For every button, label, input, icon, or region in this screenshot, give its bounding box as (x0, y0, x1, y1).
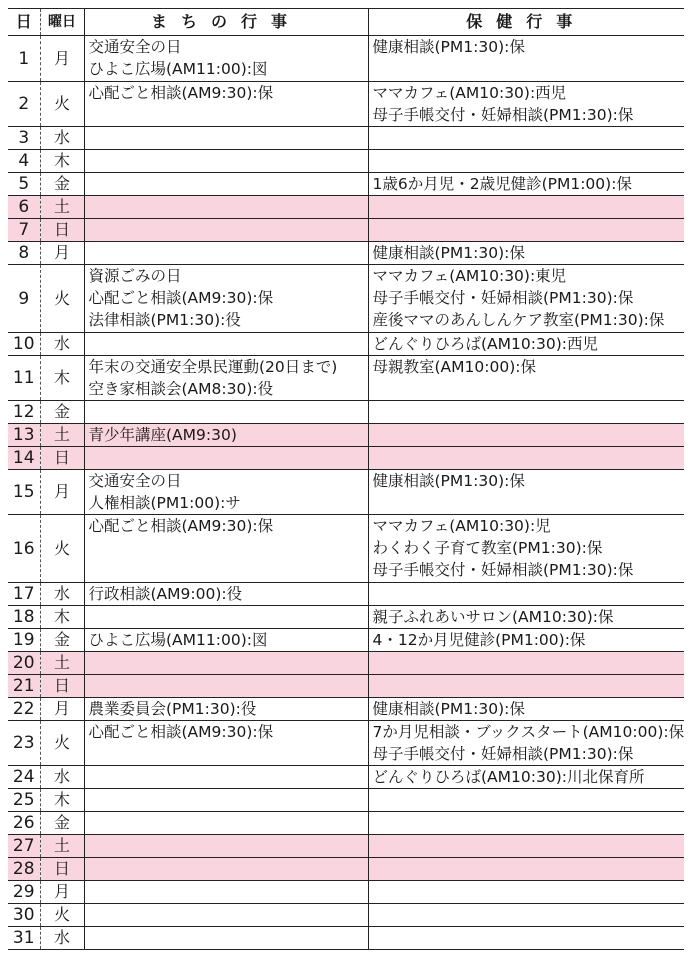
day-row (8, 858, 684, 881)
town-events-cell (84, 881, 368, 904)
health-events-cell (368, 242, 684, 265)
health-events-cell (368, 927, 684, 950)
weekday-label: 木 (40, 789, 84, 812)
day-number: 10 (12, 334, 35, 354)
health-events-cell (368, 675, 684, 698)
day-number: 4 (18, 151, 30, 171)
town-events-cell (84, 858, 368, 881)
calendar-body (8, 36, 684, 950)
health-event: 1歳6か月児・2歳児健診(PM1:00):保 (372, 175, 632, 193)
day-row (8, 173, 684, 196)
day-number: 26 (12, 813, 35, 833)
day-number: 19 (12, 630, 35, 650)
day-number: 24 (12, 767, 35, 787)
health-events-cell (368, 356, 684, 401)
weekday-label: 土 (40, 424, 84, 447)
day-number: 13 (12, 425, 35, 445)
weekday-label: 月 (40, 881, 84, 904)
health-event: ママカフェ(AM10:30):東児 (372, 267, 567, 285)
town-events-cell (84, 606, 368, 629)
day-row (8, 881, 684, 904)
town-events-cell (84, 219, 368, 242)
town-events-cell (84, 401, 368, 424)
town-event: ひよこ広場(AM11:00):図 (88, 60, 268, 78)
weekday-label: 月 (40, 36, 84, 82)
health-events-cell (368, 698, 684, 721)
town-event: 農業委員会(PM1:30):役 (88, 700, 257, 718)
day-row (8, 219, 684, 242)
town-event: 交通安全の日 (88, 38, 182, 56)
town-event: 法律相談(PM1:30):役 (88, 311, 241, 329)
day-number: 27 (12, 836, 35, 856)
health-events-cell (368, 424, 684, 447)
day-row (8, 789, 684, 812)
day-row (8, 150, 684, 173)
weekday-label: 木 (40, 356, 84, 401)
weekday-label: 土 (40, 652, 84, 675)
day-row (8, 904, 684, 927)
health-events-cell (368, 150, 684, 173)
weekday-label: 土 (40, 196, 84, 219)
town-event: 交通安全の日 (88, 472, 182, 490)
town-event: 人権相談(PM1:00):サ (88, 494, 241, 512)
weekday-label: 日 (40, 219, 84, 242)
weekday-label: 木 (40, 150, 84, 173)
weekday-label: 火 (40, 515, 84, 583)
health-events-cell (368, 265, 684, 333)
day-row (8, 675, 684, 698)
town-events-cell (84, 424, 368, 447)
weekday-label: 日 (40, 447, 84, 470)
day-row (8, 652, 684, 675)
health-events-cell (368, 515, 684, 583)
day-number: 16 (12, 538, 35, 559)
weekday-label: 月 (40, 470, 84, 515)
town-event: 心配ごと相談(AM9:30):保 (88, 84, 274, 102)
day-row (8, 36, 684, 82)
header-health-events: 保健行事 (368, 9, 684, 36)
health-event: 母親教室(AM10:00):保 (372, 358, 536, 376)
health-events-cell (368, 721, 684, 766)
day-row (8, 401, 684, 424)
health-events-cell (368, 173, 684, 196)
town-event: 行政相談(AM9:00):役 (88, 585, 243, 603)
town-events-cell (84, 242, 368, 265)
health-event: 健康相談(PM1:30):保 (372, 700, 525, 718)
day-row (8, 583, 684, 606)
town-events-cell (84, 82, 368, 127)
day-row (8, 606, 684, 629)
weekday-label: 水 (40, 333, 84, 356)
health-event: 母子手帳交付・妊婦相談(PM1:30):保 (372, 745, 634, 763)
day-number: 5 (18, 174, 30, 194)
weekday-label: 月 (40, 242, 84, 265)
day-number: 28 (12, 859, 35, 879)
health-event: 健康相談(PM1:30):保 (372, 244, 525, 262)
day-number: 2 (18, 94, 30, 114)
day-row (8, 629, 684, 652)
town-event: 年末の交通安全県民運動(20日まで) (88, 358, 338, 376)
town-event: 空き家相談会(AM8:30):役 (88, 380, 274, 398)
town-events-cell (84, 356, 368, 401)
town-events-cell (84, 583, 368, 606)
health-events-cell (368, 219, 684, 242)
day-number: 21 (12, 676, 35, 696)
day-number: 7 (18, 220, 30, 240)
health-events-cell (368, 82, 684, 127)
health-event: 母子手帳交付・妊婦相談(PM1:30):保 (372, 106, 634, 124)
weekday-label: 水 (40, 583, 84, 606)
town-events-cell (84, 265, 368, 333)
town-events-cell (84, 904, 368, 927)
town-events-cell (84, 789, 368, 812)
weekday-label: 水 (40, 127, 84, 150)
health-events-cell (368, 583, 684, 606)
health-events-cell (368, 629, 684, 652)
day-row (8, 470, 684, 515)
day-number: 12 (12, 402, 35, 422)
day-row (8, 812, 684, 835)
day-row (8, 424, 684, 447)
town-events-cell (84, 629, 368, 652)
day-number: 8 (18, 243, 30, 263)
town-event: 心配ごと相談(AM9:30):保 (88, 723, 274, 741)
health-events-cell (368, 401, 684, 424)
health-events-cell (368, 812, 684, 835)
weekday-label: 火 (40, 721, 84, 766)
health-events-cell (368, 127, 684, 150)
header-town-events: まちの行事 (84, 9, 368, 36)
health-event: 親子ふれあいサロン(AM10:30):保 (372, 608, 614, 626)
day-number: 29 (12, 882, 35, 902)
weekday-label: 月 (40, 698, 84, 721)
town-events-cell (84, 36, 368, 82)
health-events-cell (368, 333, 684, 356)
day-number: 25 (12, 790, 35, 810)
weekday-label: 火 (40, 82, 84, 127)
day-number: 11 (12, 368, 35, 388)
weekday-label: 金 (40, 401, 84, 424)
town-event: 資源ごみの日 (88, 267, 182, 285)
health-event: どんぐりひろば(AM10:30):川北保育所 (372, 768, 645, 786)
weekday-label: 火 (40, 904, 84, 927)
day-row (8, 698, 684, 721)
town-events-cell (84, 721, 368, 766)
health-events-cell (368, 881, 684, 904)
day-row (8, 515, 684, 583)
day-row (8, 242, 684, 265)
health-event: 母子手帳交付・妊婦相談(PM1:30):保 (372, 289, 634, 307)
town-events-cell (84, 927, 368, 950)
header-row (8, 9, 684, 36)
health-event: わくわく子育て教室(PM1:30):保 (372, 539, 603, 557)
town-event: 心配ごと相談(AM9:30):保 (88, 289, 274, 307)
town-events-cell (84, 470, 368, 515)
town-events-cell (84, 150, 368, 173)
health-events-cell (368, 36, 684, 82)
health-events-cell (368, 470, 684, 515)
day-row (8, 196, 684, 219)
day-number: 30 (12, 905, 35, 925)
weekday-label: 金 (40, 173, 84, 196)
day-number: 20 (12, 653, 35, 673)
health-events-cell (368, 196, 684, 219)
health-event: 健康相談(PM1:30):保 (372, 38, 525, 56)
day-number: 3 (18, 128, 30, 148)
weekday-label: 日 (40, 858, 84, 881)
day-row (8, 356, 684, 401)
town-event: ひよこ広場(AM11:00):図 (88, 631, 268, 649)
day-number: 14 (12, 448, 35, 468)
town-events-cell (84, 698, 368, 721)
weekday-label: 日 (40, 675, 84, 698)
day-number: 22 (12, 699, 35, 719)
town-events-cell (84, 447, 368, 470)
town-event: 心配ごと相談(AM9:30):保 (88, 517, 274, 535)
health-event: 健康相談(PM1:30):保 (372, 472, 525, 490)
town-events-cell (84, 675, 368, 698)
day-number: 23 (12, 733, 35, 753)
weekday-label: 土 (40, 835, 84, 858)
day-number: 31 (12, 928, 35, 948)
town-events-cell (84, 515, 368, 583)
town-events-cell (84, 766, 368, 789)
day-row (8, 766, 684, 789)
header-weekday: 曜日 (40, 9, 84, 36)
weekday-label: 金 (40, 812, 84, 835)
health-events-cell (368, 904, 684, 927)
town-event: 青少年講座(AM9:30) (88, 426, 237, 444)
health-events-cell (368, 858, 684, 881)
day-number: 6 (18, 197, 30, 217)
health-events-cell (368, 766, 684, 789)
events-calendar-table (8, 8, 684, 950)
day-row (8, 265, 684, 333)
day-row (8, 721, 684, 766)
town-events-cell (84, 196, 368, 219)
health-events-cell (368, 652, 684, 675)
health-events-cell (368, 606, 684, 629)
day-row (8, 82, 684, 127)
health-event: 母子手帳交付・妊婦相談(PM1:30):保 (372, 561, 634, 579)
health-event: ママカフェ(AM10:30):児 (372, 517, 551, 535)
weekday-label: 水 (40, 766, 84, 789)
day-row (8, 127, 684, 150)
health-event: 4・12か月児健診(PM1:00):保 (372, 631, 586, 649)
day-row (8, 333, 684, 356)
day-row (8, 835, 684, 858)
health-event: 産後ママのあんしんケア教室(PM1:30):保 (372, 311, 665, 329)
header-day: 日 (8, 9, 40, 36)
health-events-cell (368, 835, 684, 858)
weekday-label: 火 (40, 265, 84, 333)
day-number: 9 (18, 288, 30, 309)
day-row (8, 447, 684, 470)
health-events-cell (368, 447, 684, 470)
town-events-cell (84, 333, 368, 356)
health-event: ママカフェ(AM10:30):西児 (372, 84, 567, 102)
health-events-cell (368, 789, 684, 812)
town-events-cell (84, 652, 368, 675)
weekday-label: 水 (40, 927, 84, 950)
day-row (8, 927, 684, 950)
day-number: 18 (12, 607, 35, 627)
weekday-label: 金 (40, 629, 84, 652)
town-events-cell (84, 173, 368, 196)
health-event: どんぐりひろば(AM10:30):西児 (372, 335, 598, 353)
town-events-cell (84, 127, 368, 150)
weekday-label: 木 (40, 606, 84, 629)
day-number: 15 (12, 482, 35, 502)
day-number: 17 (12, 584, 35, 604)
day-number: 1 (18, 48, 30, 69)
health-event: 7か月児相談・ブックスタート(AM10:00):保 (372, 723, 684, 741)
town-events-cell (84, 835, 368, 858)
town-events-cell (84, 812, 368, 835)
